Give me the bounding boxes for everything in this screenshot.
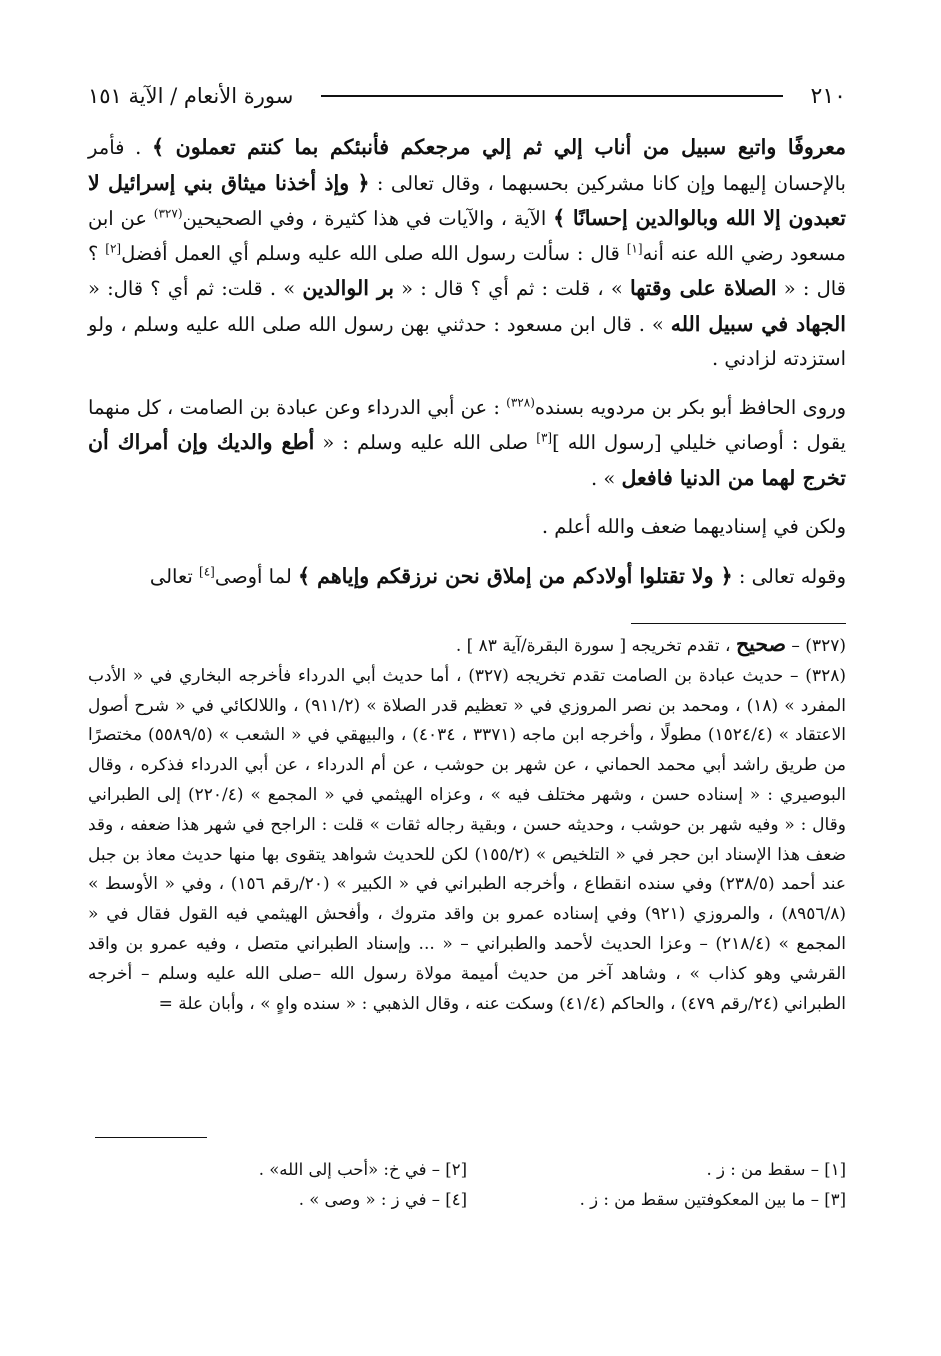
text-run: » . قال ابن مسعود : حدثني بهن رسول الله صلى الله عليه وسلم ، ولو استزدته لزادني . — [88, 312, 846, 370]
footnote-328 — [88, 662, 846, 1020]
text-run: (٣٢٧) – — [786, 636, 846, 656]
text-run: ولكن في إسناديهما ضعف والله أعلم . — [541, 515, 846, 538]
text-run: تعالى — [149, 564, 199, 588]
text-run: عن ابن مسعود رضي الله عنه أنه — [88, 207, 846, 265]
bold-quote: ﴿ ولا تقتلوا أولادكم من إملاق نحن نرزقكم وإياهم ﴾ — [298, 563, 733, 588]
variants-row — [88, 1155, 846, 1185]
bold-quote: الجهاد في سبيل الله — [670, 311, 846, 336]
reference-mark: [٣] — [536, 430, 553, 445]
bold-quote: صحيح — [735, 632, 786, 656]
variant-note-4: [٤] – في ز : « وصى » . — [298, 1190, 467, 1209]
paragraph-3 — [88, 510, 846, 545]
text-run: » . — [590, 466, 622, 490]
sura-reference: سورة الأنعام / الآية ١٥١ — [88, 84, 294, 108]
text-run: ؟ قال : « — [88, 241, 846, 300]
bold-quote: ﴿ وإذ أخذنا ميثاق بني إسرائيل لا تعبدون إلا الله وبالوالدين إحسانًا ﴾ — [88, 170, 846, 230]
text-run: . فأمر بالإحسان إليهما وإن كانا مشركين بحسبهما ، وقال تعالى : — [88, 136, 846, 195]
bold-quote: الصلاة على وقتها — [629, 276, 777, 300]
paragraph-1 — [88, 130, 846, 377]
variants-row — [88, 1185, 846, 1215]
bold-quote: بر الوالدين — [302, 276, 395, 300]
text-run: الآية ، والآيات في هذا كثيرة ، وفي الصحيحين — [182, 207, 554, 230]
footnote-327 — [88, 630, 846, 662]
page-number: ٢١٠ — [810, 83, 846, 109]
reference-mark: [٢] — [105, 241, 122, 255]
text-run: » ، قلت : ثم أي ؟ قال : « — [394, 277, 630, 300]
bold-quote: أطع والديك وإن أمراك أن تخرج لهما من الدنيا فافعل — [88, 430, 846, 490]
header-rule — [321, 95, 782, 97]
text-run: ، تقدم تخريجه [ سورة البقرة/آية ٨٣ ] . — [455, 636, 736, 656]
reference-mark: [٤] — [199, 564, 215, 578]
paragraph-4 — [88, 559, 846, 595]
manuscript-variants — [88, 1155, 846, 1215]
variants-divider — [95, 1137, 207, 1138]
variant-note-3: [٣] – ما بين المعكوفتين سقط من : ز . — [579, 1190, 846, 1209]
text-run: (٣٢٨) – حديث عبادة بن الصامت تقدم تخريجه (٣٢٧) ، أما حديث أبي الدرداء فأخرجه البخاري في « الأدب المفرد » (١٨) ، ومحمد بن نصر المروزي في « تعظيم قدر الصلاة » (٩١١/٢) ، واللالكائي في « شرح أصول الاعتقاد » (١٥٢٤/٤) مطولًا ، وأخرجه ابن ماجه (٣٣٧١ ، ٤٠٣٤) ، والبيهقي في « الشعب » (٥٥٨٩/٥) مختصرًا من طريق راشد أبي محمد الحماني ، عن شهر بن حوشب ، عن أم الدرداء ، عن أبي الدرداء فذكره ، وقال البوصيري : « إسناده حسن ، وشهر مختلف فيه » ، وعزاه الهيثمي في « المجمع » (٢٢٠/٤) إلى الطبراني وقال : « وفيه شهر بن حوشب ، وحديثه حسن ، وبقية رجاله ثقات » قلت : الراجح في شهر هذا ضعفه ، وقد ضعف هذا الإسناد ابن حجر في « التلخيص » (١٥٥/٢) لكن للحديث شواهد يتقوى بها منها حديث معاذ بن جبل عند أحمد (٢٣٨/٥) وفي سنده انقطاع ، وأخرجه الطبراني في « الكبير » (٢٠/رقم ١٥٦) ، وفي « الأوسط » (٨٩٥٦/٨) ، والمروزي (٩٢١) وفي إسناده عمرو بن واقد متروك ، وأفحش الهيثمي فيه القول فقال في « المجمع » (٢١٨/٤) – وعزا الحديث لأحمد والطبراني – « ... وإسناد الطبراني متصل ، وفيه عمرو بن واقد القرشي وهو كذاب » ، وشاهد آخر من حديث أميمة مولاة رسول الله –صلى الله عليه وسلم – أخرجه الطبراني (٢٤/رقم ٤٧٩) ، والحاكم (٤١/٤) وسكت عنه ، وقال الذهبي : « سنده واهٍ » ، وأبان علة = — [88, 665, 847, 1014]
bold-quote: معروفًا واتبع سبيل من أناب إلي ثم إلي مرجعكم فأنبئكم بما كنتم تعملون ﴾ — [152, 135, 846, 159]
reference-mark: [١] — [626, 241, 643, 255]
text-run: صلى الله عليه وسلم : « — [314, 431, 537, 454]
reference-mark: (٣٢٨) — [506, 395, 535, 409]
variant-note-1: [١] – سقط من : ز . — [706, 1160, 846, 1179]
text-run: : عن أبي الدرداء وعن عبادة بن الصامت ، كل منهما يقول : أوصاني خليلي [رسول الله ] — [88, 395, 846, 454]
footnote-divider — [631, 623, 846, 624]
running-header — [88, 76, 846, 116]
main-text — [88, 130, 846, 594]
text-run: وروى الحافظ أبو بكر بن مردويه بسنده — [534, 395, 846, 419]
variant-note-2: [٢] – في خ: «أحب إلى الله» . — [258, 1160, 467, 1179]
text-run: » . قلت: ثم أي ؟ قال: « — [88, 277, 303, 300]
text-run: لما أوصى — [214, 564, 299, 588]
reference-mark: (٣٢٧) — [153, 206, 183, 221]
text-run: قال : سألت رسول الله صلى الله عليه وسلم أي العمل أفضل — [121, 241, 627, 265]
footnotes — [88, 630, 846, 1019]
paragraph-2 — [88, 391, 846, 497]
text-run: وقوله تعالى : — [732, 564, 846, 588]
